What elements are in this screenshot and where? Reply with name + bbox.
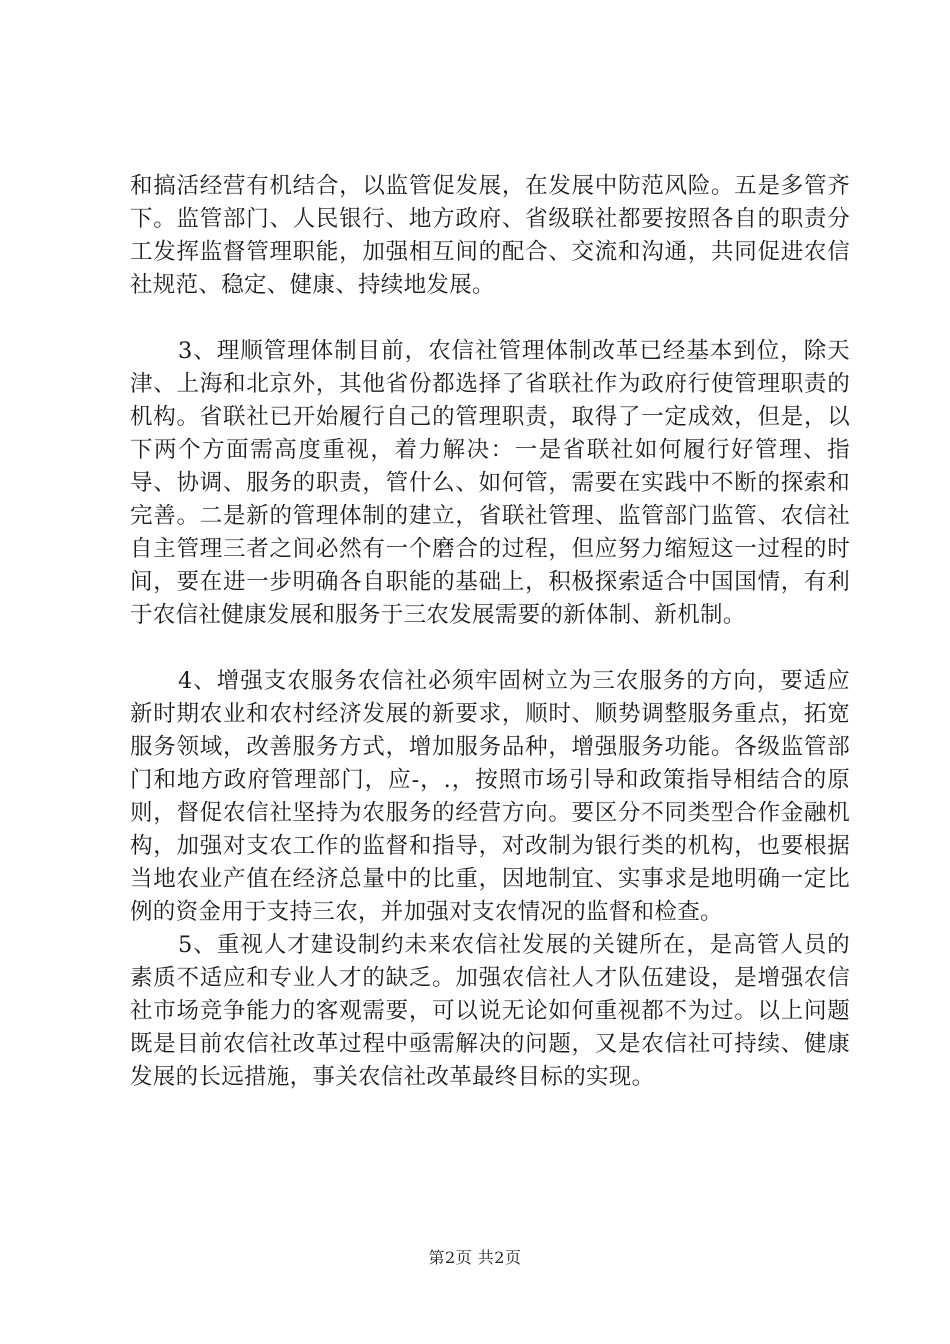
- paragraph-continuation: 和搞活经营有机结合，以监管促发展，在发展中防范风险。五是多管齐下。监管部门、人民银行、地方政府、省级联社都要按照各自的职责分工发挥监督管理职能，加强相互间的配合、交流和沟通，共同促进农信社规范、稳定、健康、持续地发展。: [130, 173, 850, 298]
- document-body: [130, 170, 850, 1094]
- paragraph-section-3: 3、理顺管理体制目前，农信社管理体制改革已经基本到位，除天津、上海和北京外，其他省份都选择了省联社作为政府行使管理职责的机构。省联社已开始履行自己的管理职责，取得了一定成效，但是，以下两个方面需高度重视，着力解决：一是省联社如何履行好管理、指导、协调、服务的职责，管什么、如何管，需要在实践中不断的探索和完善。二是新的管理体制的建立，省联社管理、监管部门监管、农信社自主管理三者之间必然有一个磨合的过程，但应努力缩短这一过程的时间，要在进一步明确各自职能的基础上，积极探索适合中国国情，有利于农信社健康发展和服务于三农发展需要的新体制、新机制。: [130, 338, 850, 628]
- paragraph-section-4: 4、增强支农服务农信社必须牢固树立为三农服务的方向，要适应新时期农业和农村经济发展的新要求，顺时、顺势调整服务重点，拓宽服务领域，改善服务方式，增加服务品种，增强服务功能。各级监管部门和地方政府管理部门，应-，.，按照市场引导和政策指导相结合的原则，督促农信社坚持为农服务的经营方向。要区分不同类型合作金融机构，加强对支农工作的监督和指导，对改制为银行类的机构，也要根据当地农业产值在经济总量中的比重，因地制宜、实事求是地明确一定比例的资金用于支持三农，并加强对支农情况的监督和检查。: [130, 668, 850, 925]
- page-number-footer: 第2页 共2页: [428, 1248, 522, 1267]
- paragraph-section-5: 5、重视人才建设制约未来农信社发展的关键所在，是高管人员的素质不适应和专业人才的缺乏。加强农信社人才队伍建设，是增强农信社市场竞争能力的客观需要，可以说无论如何重视都不为过。以上问题既是目前农信社改革过程中亟需解决的问题，又是农信社可持续、健康发展的长远措施，事关农信社改革最终目标的实现。: [130, 932, 850, 1090]
